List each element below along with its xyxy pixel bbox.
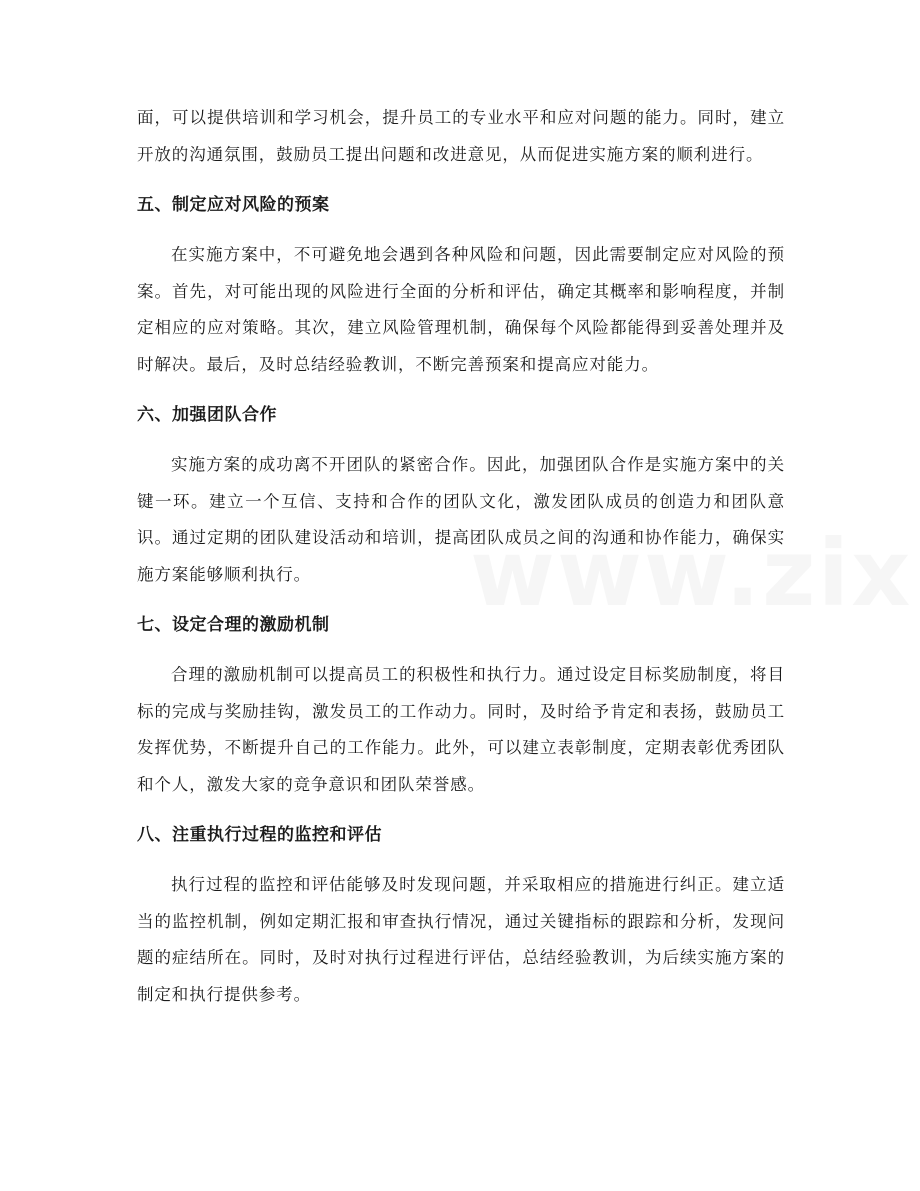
section-heading-8: 八、注重执行过程的监控和评估: [137, 825, 382, 845]
document-body: [137, 100, 785, 1013]
section-heading-6: 六、加强团队合作: [137, 405, 277, 425]
section-body-5: 在实施方案中，不可避免地会遇到各种风险和问题，因此需要制定应对风险的预案。首先，对可能出现的风险进行全面的分析和评估，确定其概率和影响程度，并制定相应的应对策略。其次，建立风险管理机制，确保每个风险都能得到妥善处理并及时解决。最后，及时总结经验教训，不断完善预案和提高应对能力。: [137, 245, 785, 374]
section-body-8: 执行过程的监控和评估能够及时发现问题，并采取相应的措施进行纠正。建立适当的监控机制，例如定期汇报和审查执行情况，通过关键指标的跟踪和分析，发现问题的症结所在。同时，及时对执行过程进行评估，总结经验教训，为后续实施方案的制定和执行提供参考。: [137, 875, 785, 1004]
intro-paragraph: 面，可以提供培训和学习机会，提升员工的专业水平和应对问题的能力。同时，建立开放的沟通氛围，鼓励员工提出问题和改进意见，从而促进实施方案的顺利进行。: [137, 108, 785, 164]
section-body-6: 实施方案的成功离不开团队的紧密合作。因此，加强团队合作是实施方案中的关键一环。建立一个互信、支持和合作的团队文化，激发团队成员的创造力和团队意识。通过定期的团队建设活动和培训，提高团队成员之间的沟通和协作能力，确保实施方案能够顺利执行。: [137, 455, 785, 584]
section-heading-7: 七、设定合理的激励机制: [137, 615, 330, 635]
section-body-7: 合理的激励机制可以提高员工的积极性和执行力。通过设定目标奖励制度，将目标的完成与奖励挂钩，激发员工的工作动力。同时，及时给予肯定和表扬，鼓励员工发挥优势，不断提升自己的工作能力。此外，可以建立表彰制度，定期表彰优秀团队和个人，激发大家的竞争意识和团队荣誉感。: [137, 665, 785, 794]
section-heading-5: 五、制定应对风险的预案: [137, 195, 330, 215]
